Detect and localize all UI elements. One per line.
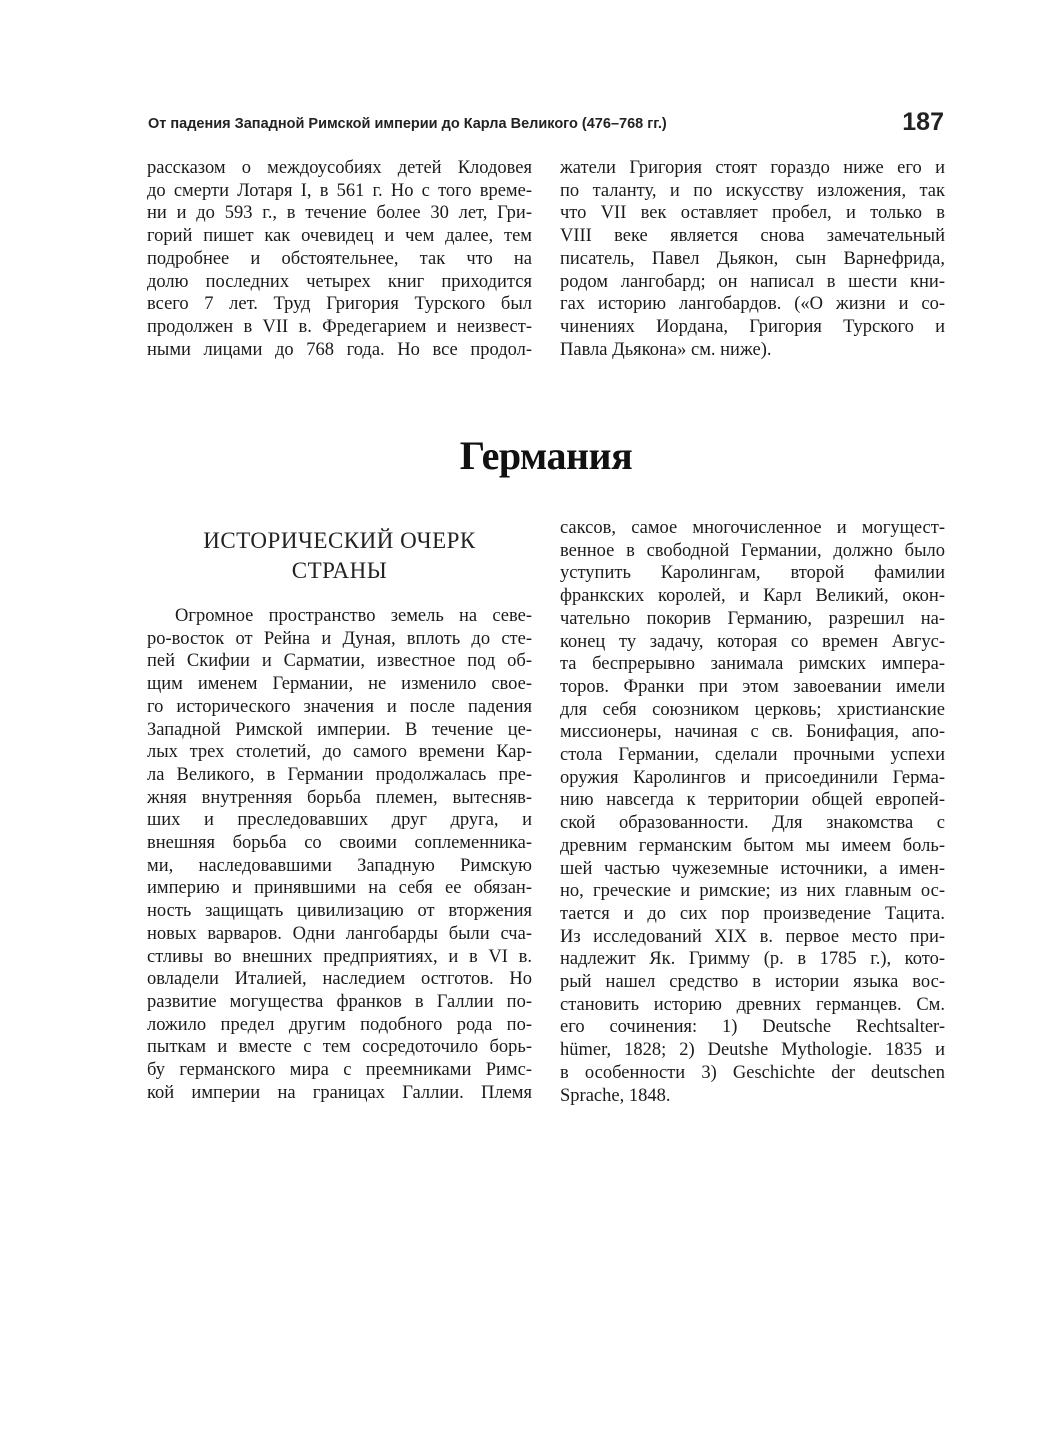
text-line: торов. Франки при этом завоевании имели <box>560 676 945 697</box>
bottom-right-column <box>560 517 945 1107</box>
section-title-line: СТРАНЫ <box>291 558 388 583</box>
text-line: подробнее и обстоятельнее, так что на <box>147 248 532 269</box>
text-line: щим именем Германии, не изменило свое- <box>147 674 532 695</box>
text-line: гах историю лангобардов. («О жизни и со- <box>560 294 945 315</box>
text-line: саксов, самое многочисленное и могущест- <box>560 518 945 538</box>
text-line: франкских королей, и Карл Великий, окон- <box>560 586 945 607</box>
text-line: пыткам и вместе с тем сосредоточило борь- <box>147 1037 532 1058</box>
text-line: внешняя борьба со своими соплеменника- <box>147 833 532 854</box>
text-line: ми, наследовавшими Западную Римскую <box>147 855 532 876</box>
text-line: надлежит Як. Гримму (р. в 1785 г.), кото- <box>560 949 945 970</box>
text-line: рассказом о междоусобиях детей Клодовея <box>147 158 532 178</box>
text-line: новых варваров. Одни лангобарды были сча- <box>147 923 532 944</box>
text-line: жатели Григория стоят гораздо ниже его и <box>560 158 945 178</box>
bottom-left-column <box>147 605 532 1104</box>
text-line: его сочинения: 1) Deutsche Rechtsalter- <box>560 1017 945 1038</box>
text-line: hümer, 1828; 2) Deutshe Mythologie. 1835 и <box>560 1040 945 1061</box>
section-title <box>147 526 532 586</box>
text-line: Западной Римской империи. В течение це- <box>147 719 532 740</box>
text-line: оружия Каролингов и присоединили Герма- <box>560 767 945 788</box>
text-line: бу германского мира с преемниками Римс- <box>147 1060 532 1081</box>
text-line: VIII веке является снова замечательный <box>560 226 945 247</box>
text-line: горий пишет как очевидец и чем далее, тем <box>147 226 532 247</box>
text-line: стола Германии, сделали прочными успехи <box>560 745 945 766</box>
text-line: ность защищать цивилизацию от вторжения <box>147 901 532 922</box>
text-line: Sprache, 1848. <box>560 1085 671 1106</box>
text-line: ших и преследовавших друг друга, и <box>147 810 532 831</box>
chapter-title: Германия <box>459 433 633 478</box>
top-right-column <box>560 157 945 361</box>
text-line: по таланту, и по искусству изложения, так <box>560 180 945 201</box>
text-line: пей Скифии и Сарматии, известное под об- <box>147 651 532 672</box>
text-line: го исторического значения и после падения <box>147 696 532 717</box>
text-line: ро-восток от Рейна и Дуная, вплоть до сте- <box>147 628 532 649</box>
text-line: писатель, Павел Дьякон, сын Варнефрида, <box>560 248 945 269</box>
text-line: стливы во внешних предприятиях, и в VI в. <box>147 946 532 967</box>
text-line: развитие могущества франков в Галлии по- <box>147 991 532 1012</box>
text-line: овладели Италией, наследием остготов. Но <box>147 969 532 990</box>
running-header: От падения Западной Римской империи до Карла Великого (476–768 гг.) <box>148 116 667 132</box>
text-line: миссионеры, начиная с св. Бонифация, апо- <box>560 722 945 743</box>
page-number: 187 <box>902 108 944 136</box>
text-line: нию навсегда к территории общей европей- <box>560 790 945 811</box>
text-line: становить историю древних германцев. См. <box>560 994 945 1015</box>
text-line: в особенности 3) Geschichte der deutschen <box>560 1062 945 1083</box>
text-line: тается и до сих пор произведение Тацита. <box>560 903 945 924</box>
text-line: до смерти Лотаря I, в 561 г. Но с того време- <box>147 180 532 201</box>
text-line: ными лицами до 768 года. Но все продол- <box>147 339 532 360</box>
text-line: ла Великого, в Германии продолжалась пре- <box>147 764 532 785</box>
text-line: для себя союзником церковь; христианские <box>560 699 945 720</box>
text-line: венное в свободной Германии, должно было <box>560 540 945 561</box>
text-line: родом лангобард; он написал в шести кни- <box>560 271 945 292</box>
text-line: Из исследований XIX в. первое место при- <box>560 926 945 947</box>
text-line: чательно покорив Германию, разрешил на- <box>560 608 945 629</box>
text-line: лых трех столетий, до самого времени Кар- <box>147 742 532 763</box>
text-line: чинениях Иордана, Григория Турского и <box>560 316 945 337</box>
text-line: что VII век оставляет пробел, и только в <box>560 203 945 224</box>
text-line: рый нашел средство в истории языка вос- <box>560 972 945 993</box>
text-line: жняя внутренняя борьба племен, вытесняв- <box>147 787 532 808</box>
text-line: долю последних четырех книг приходится <box>147 271 532 292</box>
text-line: древним германским бытом мы имеем боль- <box>560 835 945 856</box>
section-title-line: ИСТОРИЧЕСКИЙ ОЧЕРК <box>203 528 476 553</box>
text-line: ни и до 593 г., в течение более 30 лет, Гри- <box>147 203 532 224</box>
text-line: та беспрерывно занимала римских импера- <box>560 654 945 675</box>
text-line: всего 7 лет. Труд Григория Турского был <box>147 294 532 315</box>
text-line: ской образованности. Для знакомства с <box>560 813 945 834</box>
text-line: кой империи на границах Галлии. Племя <box>147 1082 532 1103</box>
text-line: продолжен в VII в. Фредегарием и неизвест- <box>147 316 532 337</box>
text-line: Павла Дьякона» см. ниже). <box>560 339 772 360</box>
text-line: ложило предел другим подобного рода по- <box>147 1014 532 1035</box>
top-left-column <box>147 157 532 361</box>
text-line: конец ту задачу, которая со времен Авгус- <box>560 631 945 652</box>
text-line: Огромное пространство земель на севе- <box>175 606 532 626</box>
text-line: шей частью чужеземные источники, а имен- <box>560 858 945 879</box>
text-line: уступить Каролингам, второй фамилии <box>560 563 945 584</box>
text-line: империю и принявшими на себя ее обязан- <box>147 878 532 899</box>
text-line: но, греческие и римские; из них главным ос- <box>560 881 945 902</box>
